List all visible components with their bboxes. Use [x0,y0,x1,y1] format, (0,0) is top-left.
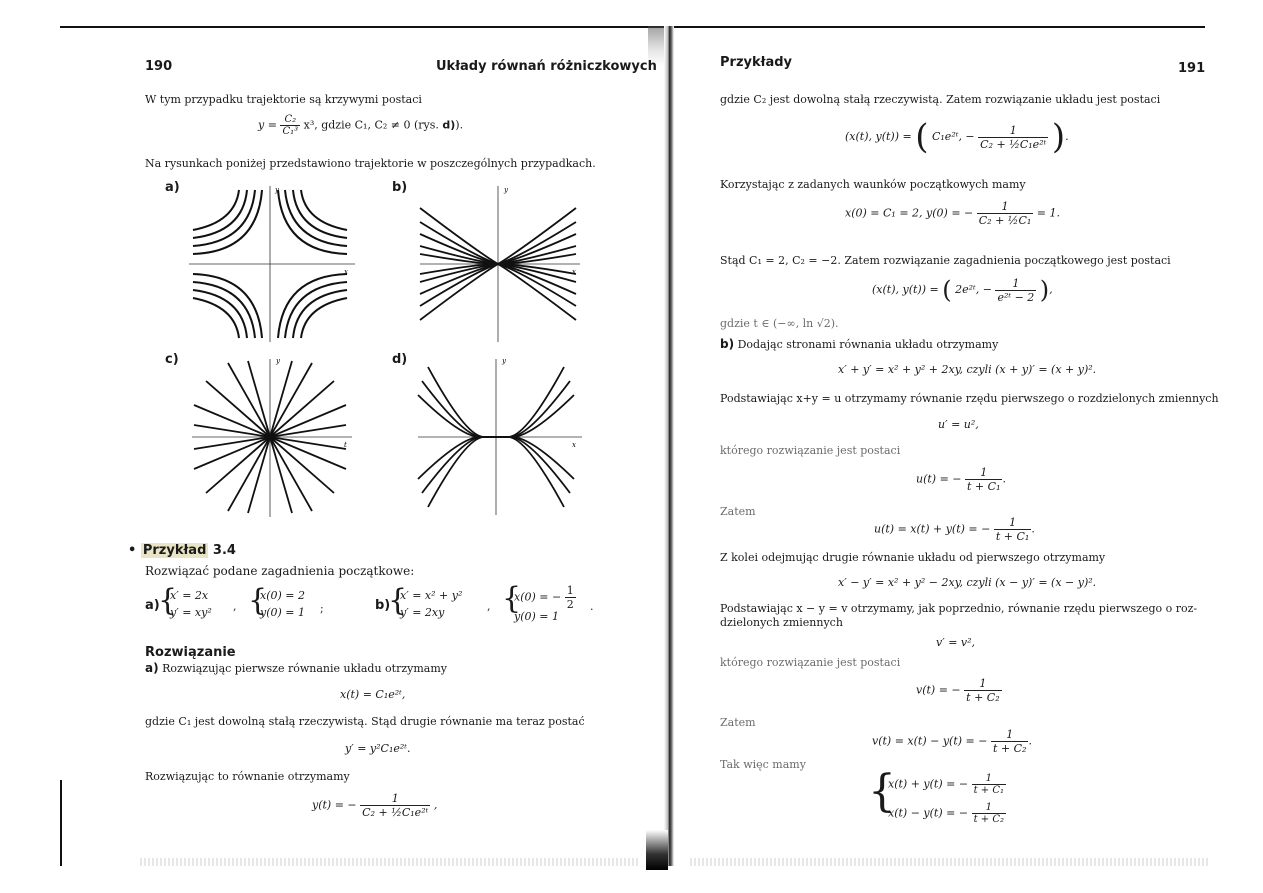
eq-v-of-t [916,677,1002,704]
eq-fraction [972,802,1006,825]
eq-u-of-t: u(t) = − $\frac{1}{\text{t + C₁}}$ . [916,466,1006,493]
page-number: 191 [1178,61,1206,76]
figure-ref: d) [442,118,456,132]
fig-label-b: b) [392,180,408,195]
eq-body: C₁e²ᵗ, − [931,130,975,143]
text-line-11: dzielonych zmiennych [720,616,843,629]
formula-lhs: y = [258,118,281,132]
const-text: gdzie C₁ jest dowolną stałą rzeczywistą. Stąd drugie równanie ma teraz postać [145,715,585,728]
frac-den: t + C₂ [973,814,1004,825]
solution-a-line [145,661,447,675]
example-number: 3.4 [212,543,236,558]
init-b-eq1 [514,584,576,611]
eq-end: = 1. [1036,206,1060,220]
eq-difference: x′ − y′ = x² + y² − 2xy, czyli (x − y)′ = (x − y)². [838,576,1097,589]
binding-shadow-bottom [646,830,668,870]
frac-den: 2 [566,598,574,611]
eq-system-final-2 [888,802,1006,825]
frac-num: 1 [994,516,1031,530]
axis-label-y: y [275,186,279,194]
solution-b-line [720,337,998,351]
text-line-14: Tak więc mamy [720,758,806,771]
text-line-10: Podstawiając x − y = v otrzymamy, jak poprzednio, równanie rzędu pierwszego o roz- [720,602,1198,615]
text-line-6: Podstawiając x+y = u otrzymamy równanie rzędu pierwszego o rozdzielonych zmiennych [720,392,1219,405]
eq-fraction [994,516,1031,543]
task-text: Rozwiązać podane zagadnienia początkowe: [145,564,415,578]
frac-den: C₂ + ½C₁ [978,214,1032,227]
bullet: • [128,543,137,558]
sol-a-label: a) [145,661,159,675]
eq-lhs: x(0) = C₁ = 2, y(0) = − [845,206,974,220]
eq-v-prime: v′ = v², [936,636,976,649]
brace: { [502,581,522,616]
text-line-9: Z kolei odejmując drugie równanie układu od pierwszego otrzymamy [720,551,1106,564]
eq-initial-conditions [845,200,1060,227]
page-edge [60,780,62,866]
axis-label-y: y [502,357,506,365]
brace: { [248,583,268,618]
part-a-label: a) [145,598,160,613]
book-spine [664,26,674,866]
formula-end: ). [455,118,464,132]
eq-fraction [965,466,1002,493]
frac-num: 1 [965,466,1002,480]
semicolon: ; [320,602,324,615]
eq-lhs: y(t) = − [312,798,357,812]
figures-caption: Na rysunkach poniżej przedstawiono trajektorie w poszczególnych przypadkach. [145,157,596,170]
sol-b-label: b) [720,337,735,351]
text-line-1: gdzie C₂ jest dowolną stałą rzeczywistą. Zatem rozwiązanie układu jest postaci [720,93,1161,106]
text-line-7: którego rozwiązanie jest postaci [720,444,901,457]
eq-lhs: x(t) + y(t) = − [888,777,969,791]
frac-num: 1 [566,584,574,597]
eq-y-of-t [312,792,437,819]
init-a-eq2: y(0) = 1 [260,606,306,619]
brace: { [158,583,178,618]
init-a-eq1: x(0) = 2 [260,589,305,602]
page-number: 190 [145,59,173,74]
part-b-label: b) [375,598,391,613]
frac-den: C₂ + ½C₁e²ᵗ [362,806,429,819]
frac-num: 1 [972,773,1006,785]
intro-text: W tym przypadku trajektorie są krzywymi postaci [145,93,422,106]
formula-rest: x³, gdzie C₁, C₂ ≠ 0 (rys. [303,118,443,132]
eq-end: , [433,798,438,812]
eq-sum: x′ + y′ = x² + y² + 2xy, czyli (x + y)′ = (x + y)². [838,363,1097,376]
frac-num: 1 [991,728,1028,742]
top-rule [60,26,1205,28]
eq-lhs: u(t) = x(t) + y(t) = − [874,522,991,536]
eq-v-diff: v(t) = x(t) − y(t) = − $\frac{1}{\text{t + C₂}}$ . [872,728,1032,755]
frac-den: t + C₁ [995,530,1030,543]
example-label: Przykład [142,543,207,558]
example-heading [128,543,236,558]
frac-num: 1 [995,277,1036,291]
frac-den: t + C₁ [973,785,1004,796]
trajectory-plot-b [418,182,583,347]
sol-b-text: Dodając stronami równania układu otrzymamy [737,338,999,351]
comma: , [487,600,491,613]
period: . [590,600,594,613]
system-b-eq2: y′ = 2xy [400,606,445,619]
eq-fraction [360,792,430,819]
eq-u-prime: u′ = u², [938,418,979,431]
fig-label-d: d) [392,352,408,367]
system-a-eq1: x′ = 2x [170,589,209,602]
frac-den: C₂ + ½C₁e²ᵗ [980,137,1047,151]
frac-den: t + C₂ [993,742,1027,755]
frac-den: C₁³ [282,126,299,137]
frac-num: C₂ [280,114,300,126]
comma: , [233,600,237,613]
formula-d [258,114,463,137]
fig-label-a: a) [165,180,180,195]
trajectory-plot-d [416,355,586,520]
eq-fraction [995,277,1036,304]
formula-fraction [280,114,300,137]
text-line-3: Stąd C₁ = 2, C₂ = −2. Zatem rozwiązanie zagadnienia początkowego jest postaci [720,254,1171,267]
init-b-lhs: x(0) = − [514,590,562,604]
sol-a-text: Rozwiązując pierwsze równanie układu otrzymamy [162,662,447,675]
brace: { [868,766,896,817]
solution-heading: Rozwiązanie [145,645,236,660]
frac-num: 1 [972,802,1006,814]
trajectory-plot-a [185,182,360,347]
init-b-eq2: y(0) = 1 [514,610,560,623]
eq-y-prime: y′ = y²C₁e²ᵗ. [345,742,411,755]
system-b-eq1: x′ = x² + y² [400,589,463,602]
system-a-eq2: y′ = xy² [170,606,212,619]
eq-lhs: (x(t), y(t)) = [845,130,916,143]
text-line-12: którego rozwiązanie jest postaci [720,656,901,669]
frac-num: 1 [360,792,430,806]
text-line-4: gdzie t ∈ (−∞, ln √2). [720,317,839,330]
frac-den: t + C₁ [967,480,1001,493]
eq-body: 2e²ᵗ, − [955,283,992,296]
eq-x-of-t: x(t) = C₁e²ᵗ, [340,688,406,701]
axis-label-y: y [276,357,280,365]
text-line-13: Zatem [720,716,756,729]
axis-label-x: x [572,441,576,449]
init-b-fraction [565,584,576,611]
frac-den: t + C₂ [966,691,1000,704]
eq-lhs: v(t) = x(t) − y(t) = − [872,734,988,748]
eq-solution-general: (x(t), y(t)) = ( C₁e²ᵗ, − $\frac{1}{\text{C₂ + ½C₁e²ᵗ}}$ ). [845,117,1069,157]
axis-label-x: x [572,268,576,276]
eq-fraction [978,124,1048,151]
eq-u-sum: u(t) = x(t) + y(t) = − $\frac{1}{\text{t + C₁}}$ . [874,516,1035,543]
paren-open: ( [915,117,929,157]
page-bottom-shadow-left [140,858,640,866]
running-head: Układy równań różniczkowych [436,59,657,74]
trajectory-plot-c [190,355,355,520]
axis-label-y: y [504,186,508,194]
frac-num: 1 [978,124,1048,138]
text-line-2: Korzystając z zadanych waunków początkowych mamy [720,178,1026,191]
eq-lhs: x(t) − y(t) = − [888,806,969,820]
page-bottom-shadow-right [690,858,1210,866]
eq-lhs: u(t) = − [916,472,962,486]
eq-fraction [977,200,1034,227]
eq-lhs: (x(t), y(t)) = [872,283,943,296]
frac-num: 1 [977,200,1034,214]
frac-den: e²ᵗ − 2 [997,290,1035,304]
eq-solution-particular: (x(t), y(t)) = ( 2e²ᵗ, − $\frac{1}{\text{e²ᵗ − 2}}$ ), [872,276,1053,304]
axis-label-x: x [344,268,348,276]
solving-text: Rozwiązując to równanie otrzymamy [145,770,350,783]
paren-close: ) [1039,276,1050,304]
axis-label-t: t [344,441,347,449]
paren-open: ( [942,276,952,304]
paren-close: ) [1051,117,1066,157]
text-line-8: Zatem [720,505,756,518]
eq-system-final-1 [888,773,1006,796]
brace: { [388,583,408,618]
eq-fraction [972,773,1006,796]
eq-lhs: v(t) = − [916,683,961,697]
eq-fraction [964,677,1001,704]
running-head: Przykłady [720,55,793,70]
fig-label-c: c) [165,352,179,367]
frac-num: 1 [964,677,1001,691]
eq-fraction [991,728,1028,755]
